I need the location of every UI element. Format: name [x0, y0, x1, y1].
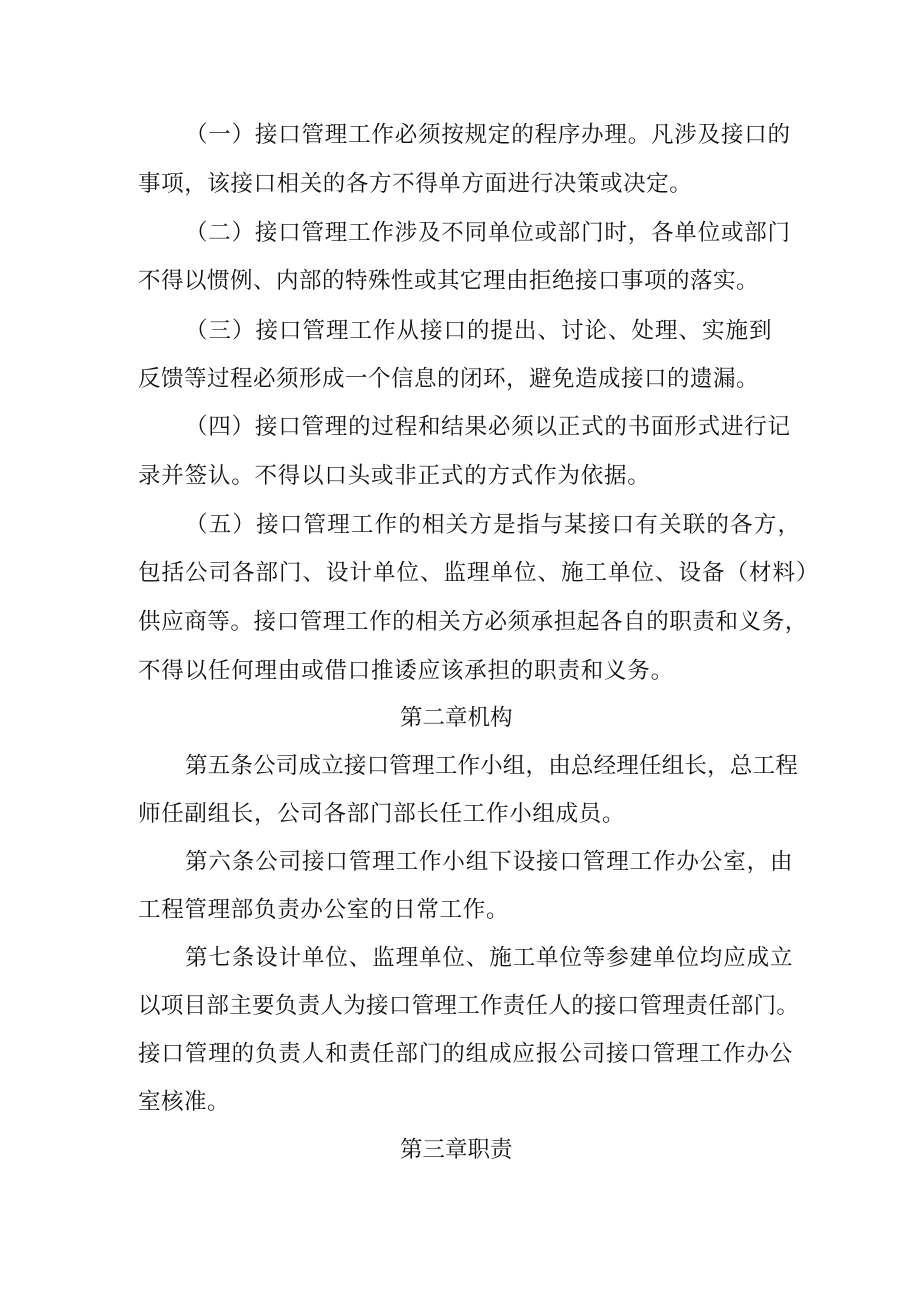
text-line: （一）接口管理工作必须按规定的程序办理。凡涉及接口的: [185, 122, 791, 148]
text-line: 第六条公司接口管理工作小组下设接口管理工作办公室，由: [185, 849, 794, 875]
text-line: 事项，该接口相关的各方不得单方面进行决策或决定。: [138, 171, 693, 197]
paragraph-1-line-1: [0, 115, 920, 155]
article-7-line-1: [0, 938, 920, 978]
text-line: 录并签认。不得以口头或非正式的方式作为依据。: [138, 463, 651, 489]
paragraph-5-line-3: [0, 602, 920, 642]
text-line: 包括公司各部门、设计单位、监理单位、施工单位、设备（材料）: [138, 560, 820, 586]
text-line: 第七条设计单位、监理单位、施工单位等参建单位均应成立: [185, 945, 794, 971]
paragraph-4-line-1: [0, 407, 920, 447]
paragraph-3-line-1: [0, 311, 920, 351]
text-line: 师任副组长，公司各部门部长任工作小组成员。: [138, 801, 626, 827]
text-line: 第五条公司成立接口管理工作小组，由总经理任组长，总工程: [185, 753, 798, 779]
paragraph-5-line-2: [0, 553, 920, 593]
article-7-line-2: [0, 986, 920, 1026]
text-line: 工程管理部负责办公室的日常工作。: [138, 897, 510, 923]
article-7-line-4: [0, 1082, 920, 1122]
paragraph-5-line-4: [0, 651, 920, 691]
text-line: （五）接口管理工作的相关方是指与某接口有关联的各方，: [185, 512, 802, 538]
article-7-line-3: [0, 1034, 920, 1074]
text-line: 接口管理的负责人和责任部门的组成应报公司接口管理工作办公: [138, 1041, 794, 1067]
text-line: 反馈等过程必须形成一个信息的闭环，避免造成接口的遗漏。: [138, 366, 760, 392]
paragraph-2-line-2: [0, 261, 920, 301]
text-line: 不得以惯例、内部的特殊性或其它理由拒绝接口事项的落实。: [138, 268, 760, 294]
paragraph-1-line-2: [0, 164, 920, 204]
paragraph-4-line-2: [0, 456, 920, 496]
text-line: 不得以任何理由或借口推诿应该承担的职责和义务。: [138, 658, 674, 684]
article-5-line-2: [0, 794, 920, 834]
article-6-line-2: [0, 890, 920, 930]
text-line: 供应商等。接口管理工作的相关方必须承担起各自的职责和义务，: [138, 609, 808, 635]
chapter-3-heading: [0, 1130, 920, 1170]
text-line: 室核准。: [138, 1089, 231, 1115]
text-line: 以项目部主要负责人为接口管理工作责任人的接口管理责任部门。: [138, 993, 800, 1019]
chapter-2-heading: [0, 698, 920, 738]
article-6-line-1: [0, 842, 920, 882]
text-line: （四）接口管理的过程和结果必须以正式的书面形式进行记: [185, 414, 791, 440]
text-line: （三）接口管理工作从接口的提出、讨论、处理、实施到: [185, 318, 773, 344]
chapter-heading-text: 第三章职责: [400, 1137, 513, 1163]
paragraph-5-line-1: [0, 505, 920, 545]
text-line: （二）接口管理工作涉及不同单位或部门时，各单位或部门: [185, 220, 791, 246]
paragraph-3-line-2: [0, 359, 920, 399]
paragraph-2-line-1: [0, 213, 920, 253]
article-5-line-1: [0, 746, 920, 786]
chapter-heading-text: 第二章机构: [400, 705, 513, 731]
